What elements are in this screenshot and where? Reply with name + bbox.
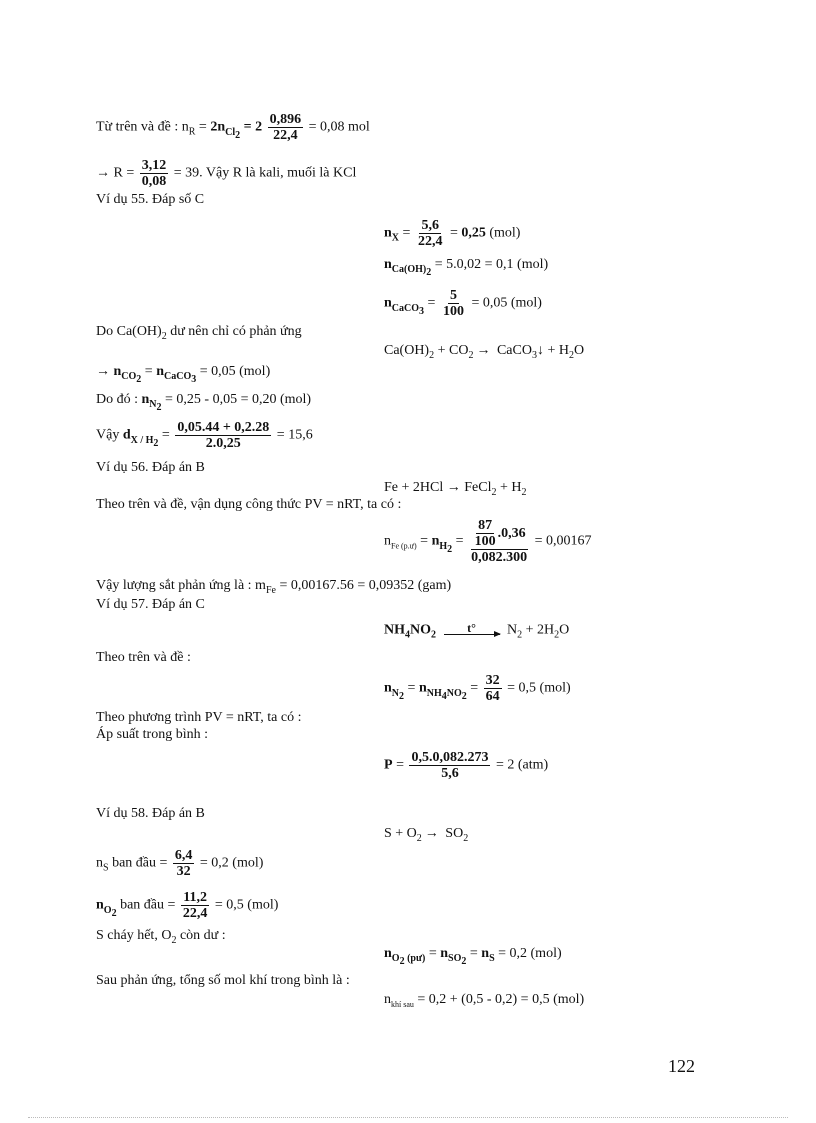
sub: Fe [265, 584, 276, 596]
line-s-chay-het [96, 928, 226, 949]
text: + 2H [522, 622, 555, 638]
numerator: 5,6 [421, 218, 439, 233]
text: + H [496, 480, 522, 495]
formula: P [384, 757, 393, 773]
text: n [384, 992, 391, 1007]
sub: khí sau [391, 999, 414, 1009]
sub-sub: 2 [399, 690, 405, 702]
numerator [471, 518, 528, 550]
sub-text: O [391, 952, 400, 964]
denominator: 64 [485, 689, 500, 704]
text: Sau phản ứng, tổng số mol khí trong bình là : [96, 973, 350, 988]
text: + H [543, 343, 569, 358]
line-nCaCO3 [384, 288, 542, 320]
sub: 2 [491, 486, 497, 498]
arrow-icon: → [424, 826, 439, 841]
sub [149, 398, 162, 413]
arrow-icon: → [476, 343, 491, 358]
sub [391, 263, 432, 278]
line-nS [96, 848, 263, 879]
line-nCO2 [96, 364, 270, 388]
sub [391, 687, 405, 702]
sub-text: X / H [130, 434, 154, 446]
text: FeCl [460, 480, 492, 495]
sub-sub: 2 [156, 401, 162, 413]
text: dư nên chỉ có phản ứng [166, 324, 302, 339]
text: Từ trên và đề : n [96, 119, 189, 135]
denominator: 0,08 [141, 174, 167, 189]
sub: 4 [405, 629, 410, 641]
reaction-s [384, 826, 468, 847]
line-nO2-pu [384, 946, 562, 970]
text: O [573, 343, 585, 358]
line-R [96, 158, 356, 189]
sub [103, 904, 117, 919]
reaction-fe [384, 480, 526, 501]
text: N [503, 622, 518, 638]
sub: 2 [554, 629, 560, 641]
sub: 2 [521, 486, 527, 498]
text: ban đầu = [108, 855, 171, 871]
line-nX [384, 218, 520, 249]
text: S cháy hết, O [96, 928, 172, 943]
sub [130, 434, 159, 449]
formula: n [481, 946, 490, 961]
text: = 0,00167.56 = 0,09352 (gam) [275, 578, 452, 593]
text: n [384, 533, 391, 549]
text: = 0,2 (mol) [196, 855, 264, 871]
sub-sub: 4 [441, 690, 447, 702]
text: Ví dụ 57. Đáp án C [96, 597, 205, 612]
sub: 2 [517, 629, 523, 641]
formula: n [96, 897, 104, 913]
arrow-icon: → [96, 364, 110, 379]
sub: 2 [429, 349, 435, 361]
fraction [409, 750, 490, 781]
line-P [384, 750, 548, 781]
sub-text: CO [121, 370, 137, 382]
fraction [268, 112, 304, 143]
text: Do đó : [96, 392, 142, 407]
sub-text: H [439, 540, 448, 552]
text: = 0,2 + (0,5 - 0,2) = 0,5 (mol) [413, 992, 585, 1007]
denominator: 100 [474, 534, 496, 549]
text: = [195, 119, 211, 135]
sub-sub: 3 [191, 373, 197, 385]
denominator: 32 [176, 864, 191, 879]
formula: NO [410, 622, 431, 638]
text: Ví dụ 58. Đáp án B [96, 806, 205, 821]
text: = [158, 427, 174, 443]
formula: n [440, 946, 449, 961]
text: Vậy lượng sắt phản ứng là : m [96, 578, 266, 593]
example-56-heading [96, 460, 205, 476]
fraction [441, 288, 466, 319]
sub [225, 126, 241, 141]
formula: n [384, 295, 392, 311]
formula: NH [384, 622, 405, 638]
line-nR [96, 112, 370, 144]
text: Vậy [96, 427, 123, 443]
text: + CO [434, 343, 469, 358]
line-n-khi-sau [384, 992, 584, 1013]
denominator: 22,4 [182, 906, 208, 921]
example-57-heading [96, 597, 205, 613]
text: (mol) [485, 225, 521, 241]
sub-text: NH [426, 687, 442, 699]
sub-text: SO [448, 952, 462, 964]
formula: n [384, 257, 392, 272]
value: 0,25 [461, 225, 486, 241]
denominator: 5,6 [441, 766, 459, 781]
sub: X [391, 232, 400, 244]
formula: d [122, 427, 131, 443]
sub-sub: 2 [447, 543, 453, 555]
text: = [452, 533, 468, 549]
sub [426, 687, 467, 702]
numerator: 0,05.44 + 0,2.28 [177, 420, 270, 435]
fraction [140, 158, 169, 189]
page-number: 122 [668, 1056, 695, 1076]
inner-fraction [473, 518, 498, 549]
text: Theo trên và đề : [96, 650, 191, 665]
text: = [466, 680, 482, 696]
footer-divider [28, 1117, 788, 1118]
sub-sub: 2 [461, 690, 467, 702]
text: = 0,5 (mol) [503, 680, 571, 696]
denominator: 22,4 [273, 128, 298, 143]
sub-text: O [103, 904, 112, 916]
line-nN2-57 [384, 673, 571, 705]
numerator: 32 [485, 673, 500, 688]
arrow-icon: → [96, 165, 110, 181]
sub-sub: 3 [419, 305, 425, 317]
line-nO2 [96, 890, 278, 922]
denominator: 2.0,25 [205, 436, 241, 451]
sub-sub: 2 [111, 907, 117, 919]
sub-text: N [391, 687, 400, 699]
text: = [446, 225, 462, 241]
fraction [181, 890, 210, 921]
text: Ví dụ 56. Đáp án B [96, 460, 205, 475]
line-nCaOH2 [384, 257, 548, 281]
numerator: 3,12 [141, 158, 167, 173]
formula: n [384, 946, 392, 961]
text: = [425, 946, 441, 961]
line-sau-phan-ung [96, 973, 350, 989]
sub-text: Cl [225, 126, 236, 138]
line-d-ratio [96, 420, 313, 452]
sub: 2 [171, 934, 177, 946]
sub-sub: 2 [399, 955, 405, 967]
fraction [469, 518, 529, 565]
text: = [399, 225, 414, 241]
text: = [424, 295, 439, 311]
reaction-caoh2 [384, 343, 584, 364]
heat-label: t° [467, 621, 476, 635]
text: .0,36 [497, 526, 526, 541]
numerator: 87 [478, 518, 493, 533]
formula: n [384, 225, 392, 241]
sub-text: CaCO [391, 302, 420, 314]
text: SO [441, 826, 464, 841]
numerator: 0,5.0,082.273 [411, 750, 489, 765]
formula: n [431, 533, 440, 549]
formula: n [156, 364, 164, 379]
line-theo-tren-57 [96, 650, 191, 666]
text: n [96, 855, 103, 871]
arrow-icon: → [446, 480, 461, 495]
fraction [175, 420, 271, 451]
text: CaCO [493, 343, 532, 358]
text: = 0,00167 [531, 533, 592, 549]
text: Do Ca(OH) [96, 324, 162, 339]
sub-sub: 2 [235, 129, 241, 141]
formula: n [384, 680, 392, 696]
text: = 2 [240, 119, 263, 135]
line-nFe [384, 518, 591, 565]
text: R = [110, 165, 138, 181]
fraction [416, 218, 445, 249]
sub: 3 [531, 349, 537, 361]
text: = 0,05 (mol) [196, 364, 271, 379]
text: = [141, 364, 157, 379]
sub [391, 952, 426, 967]
sub [448, 952, 467, 967]
text: còn dư : [176, 928, 226, 943]
line-theo-tren-56 [96, 497, 401, 513]
text: Ví dụ 55. Đáp số C [96, 192, 205, 207]
sub [164, 370, 197, 385]
sub [391, 302, 425, 317]
sub-text: (pư) [404, 952, 426, 964]
sub: 2 [416, 832, 422, 844]
text: O [559, 622, 570, 638]
sub: 2 [468, 349, 474, 361]
sub: R [188, 126, 196, 138]
text: S + O [384, 826, 417, 841]
formula: 2n [210, 119, 226, 135]
sub-text: CaCO [164, 370, 192, 382]
text: = [392, 757, 408, 773]
text: = 0,25 - 0,05 = 0,20 (mol) [161, 392, 312, 407]
text: = 0,2 (mol) [494, 946, 562, 961]
sub [121, 370, 142, 385]
sub-sub: 2 [426, 266, 432, 278]
text: = 0,08 mol [305, 119, 370, 135]
text: Áp suất trong bình : [96, 727, 208, 742]
line-mFe [96, 578, 451, 599]
denominator: 0,082.300 [471, 550, 528, 565]
denominator: 100 [442, 304, 464, 319]
text: = 5.0,02 = 0,1 (mol) [431, 257, 549, 272]
sub: S [489, 952, 495, 964]
text: ban đầu = [116, 897, 179, 913]
sub: S [103, 862, 109, 874]
sub [439, 540, 453, 555]
line-pv-nrt [96, 710, 301, 726]
text: = [416, 533, 432, 549]
numerator: 6,4 [174, 848, 193, 863]
example-55-heading [96, 192, 204, 208]
sub: 2 [568, 349, 574, 361]
sub-text: NO [446, 687, 462, 699]
heat-arrow-icon [444, 622, 500, 639]
text: = 0,5 (mol) [211, 897, 279, 913]
sub: 2 [463, 832, 469, 844]
fraction [484, 673, 502, 704]
text: Theo trên và đề, vận dụng công thức PV = nRT, ta có : [96, 497, 402, 512]
sub-sub: 2 [136, 373, 142, 385]
sub: 2 [161, 330, 167, 342]
reaction-nh4no2 [384, 622, 569, 644]
sub-sub: 2 [153, 437, 159, 449]
text: = [404, 680, 419, 696]
sub: Fe (p.ư) [391, 541, 417, 551]
line-ap-suat [96, 727, 208, 743]
sub-text: N [149, 398, 157, 410]
sub-sub: 2 [461, 955, 467, 967]
arrow-line [444, 634, 500, 639]
formula: n [141, 392, 150, 407]
numerator: 0,896 [269, 112, 302, 127]
line-nN2 [96, 392, 311, 416]
text: = [466, 946, 482, 961]
example-58-heading [96, 806, 205, 822]
text: Fe + 2HCl [384, 480, 447, 495]
text: = 39. Vậy R là kali, muối là KCl [170, 165, 357, 181]
text: = 0,05 (mol) [467, 295, 542, 311]
text: Ca(OH) [384, 343, 430, 358]
denominator: 22,4 [417, 234, 443, 249]
numerator: 11,2 [183, 890, 208, 905]
line-do-caoh2 [96, 324, 302, 345]
formula: n [113, 364, 122, 379]
text: Theo phương trình PV = nRT, ta có : [96, 710, 302, 725]
text: = 15,6 [273, 427, 313, 443]
numerator: 5 [449, 288, 457, 303]
text: = 2 (atm) [492, 757, 549, 773]
down-arrow-icon: ↓ [536, 343, 544, 358]
sub-text: Ca(OH) [391, 263, 427, 275]
formula: n [418, 680, 427, 696]
sub: 2 [431, 629, 436, 641]
fraction [173, 848, 195, 879]
